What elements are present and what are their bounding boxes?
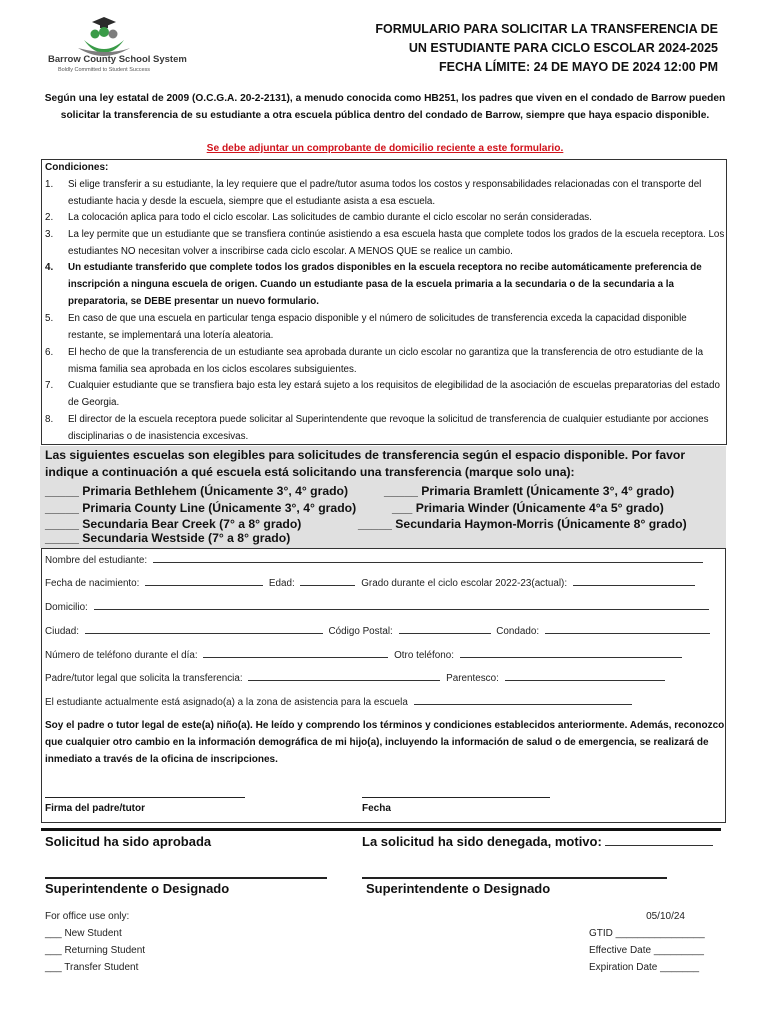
school-option-bear-creek[interactable] <box>45 517 301 531</box>
condition-text: Si elige transferir a su estudiante, la ley requiere que el padre/tutor asuma todos los costos y responsabilidades relacionadas con el transporte del estudiante hacia y desde la escuela, siempre que el estudiante asista a esa escuela. <box>68 179 702 207</box>
condition-item <box>45 177 725 211</box>
zip-field[interactable] <box>399 624 491 634</box>
condition-text: El hecho de que la transferencia de un estudiante sea aprobada durante un ciclo escolar no garantiza que la transferencia de otro estudiante de la misma familia sea aprobada en los ciclos escolares subsiguientes. <box>68 347 704 375</box>
logo-school-name: Barrow County School System <box>48 54 187 65</box>
form-title <box>375 20 718 77</box>
field-row-guardian <box>45 671 668 684</box>
date-line[interactable] <box>362 797 550 798</box>
school-blank[interactable]: _____ <box>45 484 79 498</box>
denied-signature-line[interactable] <box>362 877 667 879</box>
figure-head-center <box>99 27 109 37</box>
condition-item <box>45 210 725 227</box>
school-blank[interactable]: ___ <box>392 501 413 515</box>
field-row-name <box>45 553 706 566</box>
parent-declaration: Soy el padre o tutor legal de este(a) niño(a). He leído y comprendo los términos y condiciones establecidos anteriormente. Además, reconozco que cualquier otro cambio en la información demográfica de mi hijo(a), incluyendo la información de salud o de emergencia, se realizará de inmediato a través de la oficina de inscripciones. <box>45 720 725 765</box>
schools-heading: Las siguientes escuelas son elegibles para solicitudes de transferencia según el espacio disponible. Por favor indique a continuación a qué escuela está solicitando una transferencia (marque solo una): <box>45 448 686 479</box>
denied-reason-field[interactable] <box>605 834 713 846</box>
condition-item <box>45 378 725 412</box>
approved-label: Solicitud ha sido aprobada <box>45 834 212 849</box>
title-line-2: UN ESTUDIANTE PARA CICLO ESCOLAR 2024-2025 <box>408 41 718 55</box>
relationship-label: Parentesco: <box>446 673 499 684</box>
grade-label: Grado durante el ciclo escolar 2022-23(actual): <box>361 578 568 589</box>
county-field[interactable] <box>545 624 710 634</box>
office-use-block <box>45 908 145 976</box>
school-label: Primaria County Line (Únicamente 3°, 4° grado) <box>82 501 357 515</box>
title-line-1: FORMULARIO PARA SOLICITAR LA TRANSFERENCIA DE <box>375 22 718 36</box>
school-label: Secundaria Bear Creek (7° a 8° grado) <box>82 517 302 531</box>
field-row-address <box>45 600 712 613</box>
condition-number: 1. <box>45 179 54 190</box>
school-label: Secundaria Haymon-Morris (Únicamente 8° grado) <box>395 517 687 531</box>
condition-text: En caso de que una escuela en particular tenga espacio disponible y el número de solicitudes de transferencia exceda la capacidad disponible restante, se implementará una lotería aleatoria. <box>68 313 687 341</box>
intro-paragraph: Según una ley estatal de 2009 (O.C.G.A. 20-2-2131), a menudo conocida como HB251, los padres que viven en el condado de Barrow pueden solicitar la transferencia de su estudiante a otra escuela pública dentro del condado de Barrow, siempre que haya espacio disponible. <box>44 93 726 121</box>
school-option-westside[interactable] <box>45 531 290 545</box>
conditions-title: Condiciones: <box>45 162 109 173</box>
student-name-field[interactable] <box>153 553 703 563</box>
gtid-field[interactable]: GTID ________________ <box>589 928 705 939</box>
condition-item <box>45 227 725 261</box>
county-label: Condado: <box>496 626 540 637</box>
school-blank[interactable]: _____ <box>358 517 392 531</box>
zone-label: El estudiante actualmente está asignado(a) a la zona de asistencia para la escuela <box>45 697 408 708</box>
proof-of-address-requirement: Se debe adjuntar un comprobante de domicilio reciente a este formulario. <box>206 143 564 154</box>
grade-field[interactable] <box>573 576 695 586</box>
day-phone-field[interactable] <box>203 648 388 658</box>
school-label: Secundaria Westside (7° a 8° grado) <box>82 531 291 545</box>
school-label: Primaria Bethlehem (Únicamente 3°, 4° grado) <box>82 484 349 498</box>
school-blank[interactable]: _____ <box>45 517 79 531</box>
condition-number: 7. <box>45 380 54 391</box>
field-row-phone <box>45 648 685 661</box>
school-blank[interactable]: _____ <box>45 501 79 515</box>
address-field[interactable] <box>94 600 709 610</box>
superintendent-left: Superintendente o Designado <box>45 881 230 896</box>
effective-date-field[interactable]: Effective Date _________ <box>589 945 704 956</box>
title-line-3: FECHA LÍMITE: 24 DE MAYO DE 2024 12:00 PM <box>438 60 718 74</box>
denied-label <box>362 834 713 849</box>
school-blank[interactable]: _____ <box>45 531 79 545</box>
denied-text: La solicitud ha sido denegada, motivo: <box>362 834 602 849</box>
signature-line[interactable] <box>45 797 245 798</box>
field-row-dob <box>45 576 698 589</box>
logo-tagline: Boldly Committed to Student Success <box>57 67 150 73</box>
dob-field[interactable] <box>145 576 263 586</box>
other-phone-label: Otro teléfono: <box>394 650 454 661</box>
condition-text: La colocación aplica para todo el ciclo escolar. Las solicitudes de cambio durante el ciclo escolar no serán consideradas. <box>68 212 592 223</box>
city-field[interactable] <box>85 624 323 634</box>
graduation-cap-icon <box>92 17 116 28</box>
office-id-block <box>589 908 705 976</box>
date-label: Fecha <box>362 803 391 814</box>
school-label: Primaria Bramlett (Únicamente 3°, 4° grado) <box>421 484 675 498</box>
school-option-bramlett[interactable] <box>384 484 674 498</box>
age-label: Edad: <box>268 578 295 589</box>
dob-label: Fecha de nacimiento: <box>45 578 140 589</box>
condition-number: 3. <box>45 229 54 240</box>
relationship-field[interactable] <box>505 671 665 681</box>
condition-text: Un estudiante transferido que complete todos los grados disponibles en la escuela receptora no recibe automáticamente preferencia de inscripción a ninguna escuela de origen. Cuando un estudiante pasa de la escuela primaria a la secundaria o de la secundaria a la preparatoria, se DEBE presentar un nuevo formulario. <box>68 262 702 307</box>
condition-item <box>45 311 725 345</box>
form-date: 05/10/24 <box>646 911 685 922</box>
returning-student-option[interactable]: ___ Returning Student <box>45 945 146 956</box>
school-label: Primaria Winder (Únicamente 4°a 5° grado) <box>415 501 664 515</box>
condition-item <box>45 412 725 446</box>
school-option-winder[interactable] <box>392 501 664 515</box>
condition-number: 5. <box>45 313 54 324</box>
transfer-student-option[interactable]: ___ Transfer Student <box>45 962 139 973</box>
field-row-zone <box>45 695 635 708</box>
office-use-title: For office use only: <box>45 911 130 922</box>
approved-signature-line[interactable] <box>45 877 327 879</box>
school-option-bethlehem[interactable] <box>45 484 348 498</box>
zone-field[interactable] <box>414 695 632 705</box>
guardian-label: Padre/tutor legal que solicita la transferencia: <box>45 673 243 684</box>
figure-head-right <box>109 30 118 39</box>
school-option-county-line[interactable] <box>45 501 356 515</box>
figure-head-left <box>91 30 100 39</box>
student-info-box <box>41 548 726 823</box>
condition-text: La ley permite que un estudiante que se transfiera continúe asistiendo a esa escuela hasta que complete todos los grados de la escuela receptora. Los estudiantes NO necesitan volver a inscribirse cada ciclo escolar. A MENOS QUE se realice un cambio. <box>68 229 725 257</box>
day-phone-label: Número de teléfono durante el día: <box>45 650 198 661</box>
field-row-city <box>45 624 713 637</box>
condition-number: 6. <box>45 347 54 358</box>
condition-text: Cualquier estudiante que se transfiera bajo esta ley estará sujeto a los requisitos de elegibilidad de la asociación de escuelas preparatorias del estado de Georgia. <box>68 380 720 408</box>
condition-item <box>45 260 725 310</box>
condition-number: 2. <box>45 212 54 223</box>
condition-number: 8. <box>45 414 54 425</box>
signature-label: Firma del padre/tutor <box>45 803 146 814</box>
new-student-option[interactable]: ___ New Student <box>45 928 122 939</box>
condition-item <box>45 345 725 379</box>
superintendent-right: Superintendente o Designado <box>366 881 551 896</box>
zip-label: Código Postal: <box>328 626 393 637</box>
section-divider <box>41 828 721 831</box>
age-field[interactable] <box>300 576 355 586</box>
other-phone-field[interactable] <box>460 648 682 658</box>
school-blank[interactable]: _____ <box>384 484 418 498</box>
school-option-haymon-morris[interactable] <box>358 517 687 531</box>
expiration-date-field[interactable]: Expiration Date _______ <box>589 962 700 973</box>
address-label: Domicilio: <box>45 602 88 613</box>
student-name-label: Nombre del estudiante: <box>45 555 148 566</box>
guardian-field[interactable] <box>248 671 440 681</box>
condition-text: El director de la escuela receptora puede solicitar al Superintendente que revoque la solicitud de transferencia de cualquier estudiante por acciones disciplinarias o de inasistencia excesivas. <box>68 414 709 442</box>
city-label: Ciudad: <box>45 626 80 637</box>
condition-number: 4. <box>45 262 54 273</box>
